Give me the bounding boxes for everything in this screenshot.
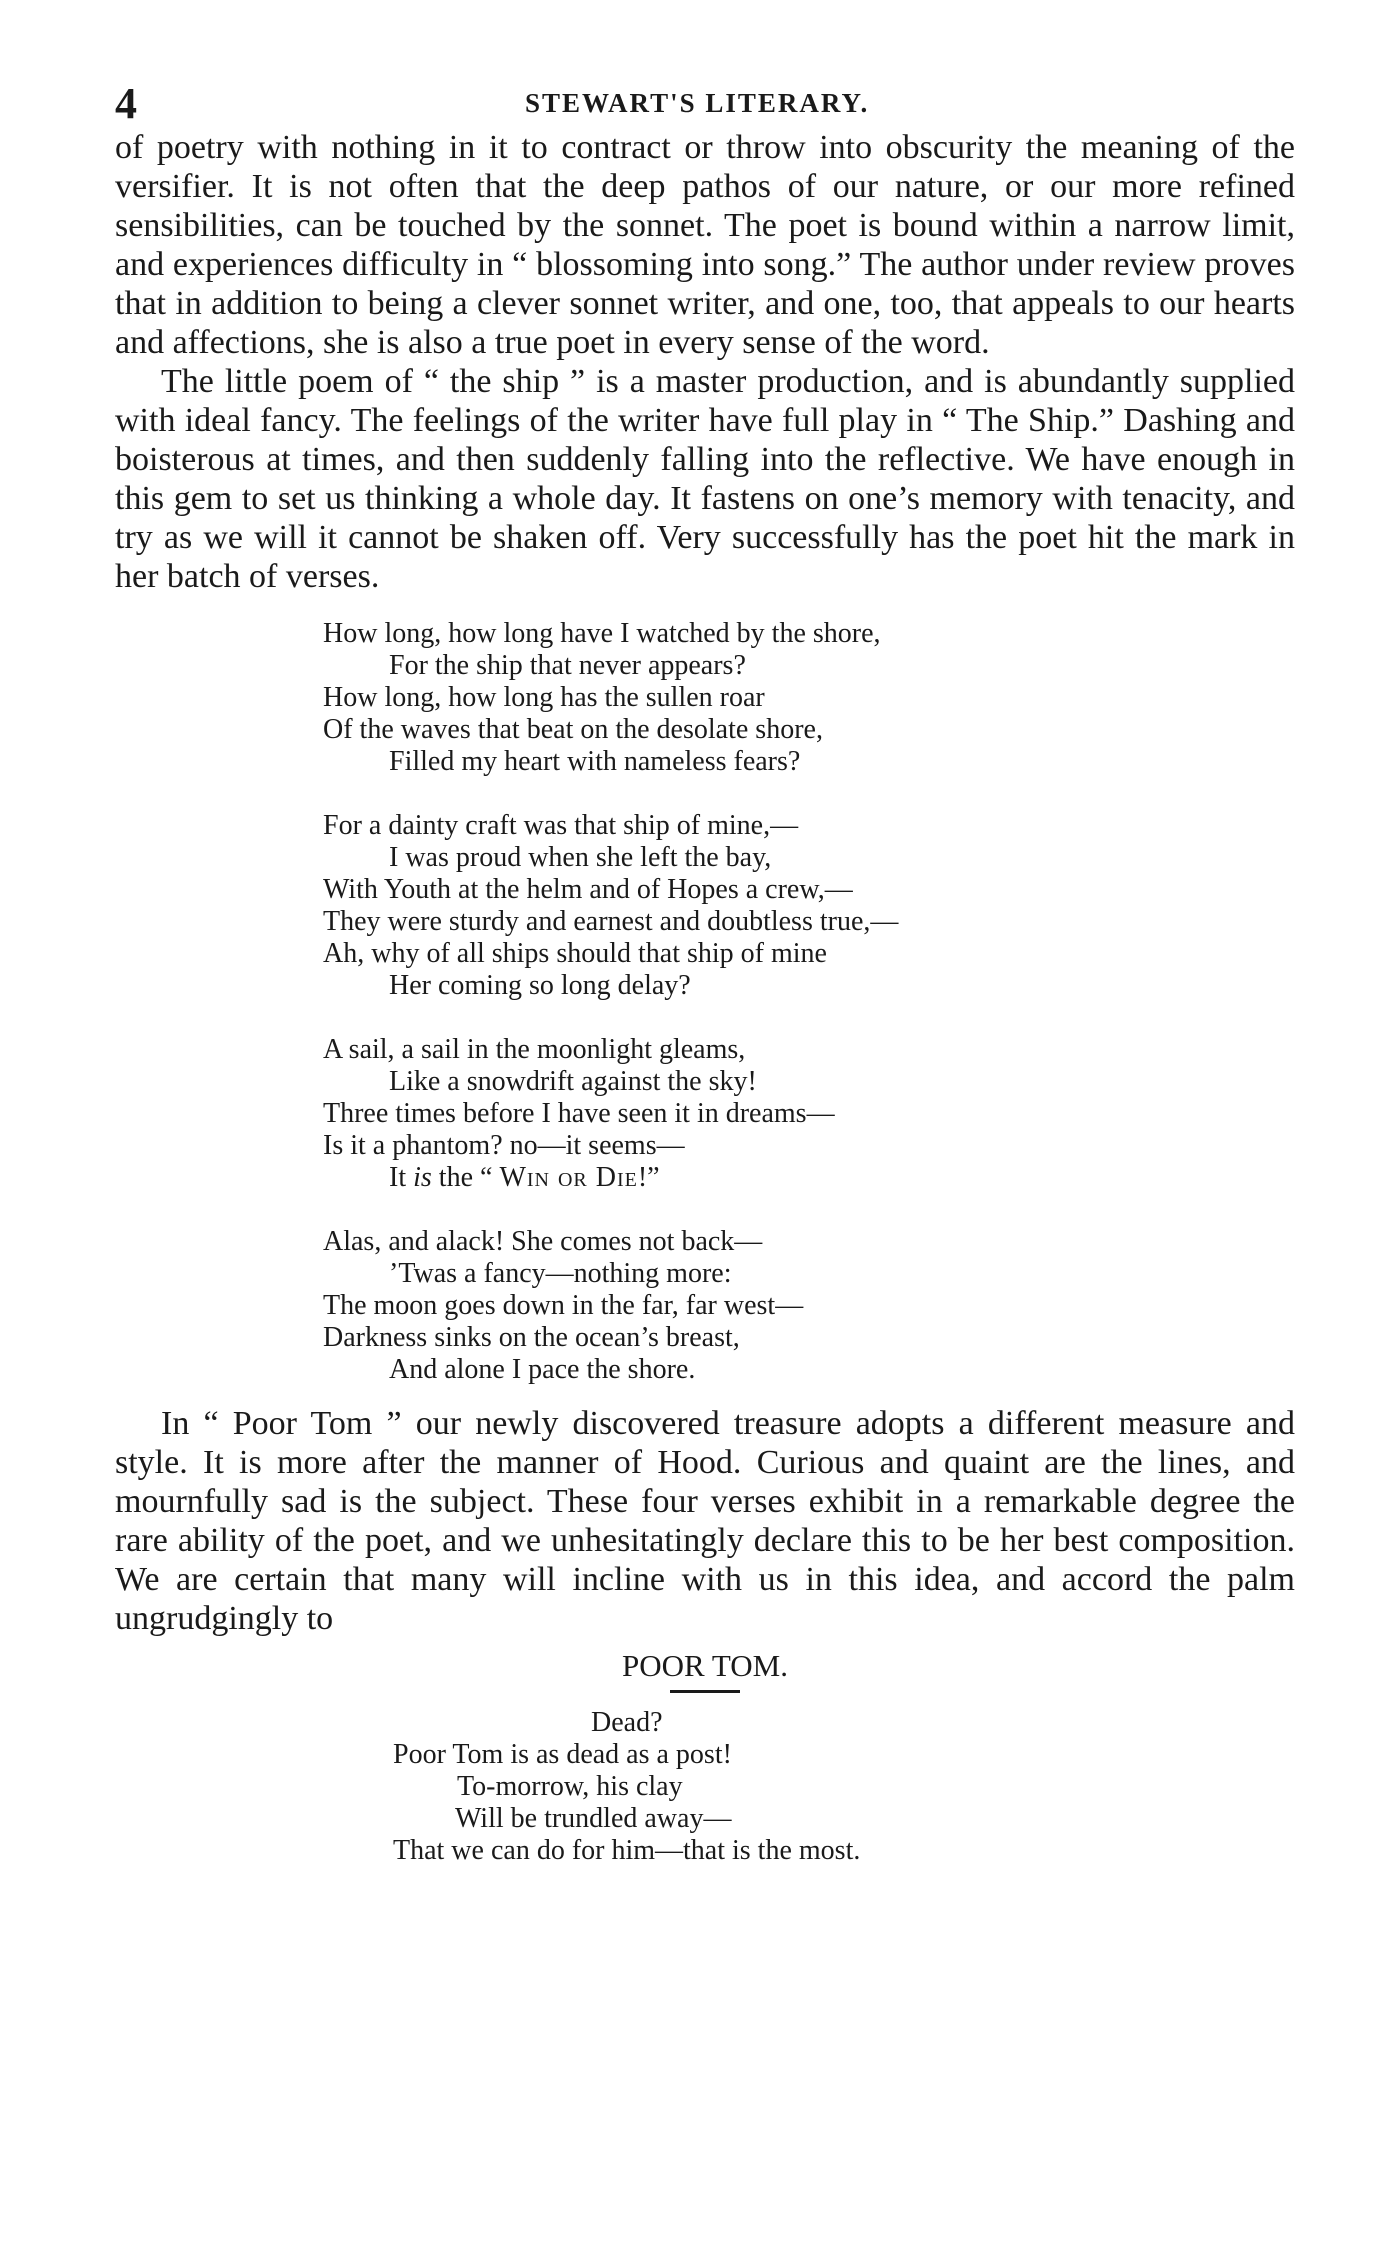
page: [115, 78, 1295, 1867]
poem-poor-tom: [393, 1707, 1295, 1867]
poem-line: Of the waves that beat on the desolate shore,: [323, 714, 823, 745]
poem-line: Ah, why of all ships should that ship of mine: [323, 938, 827, 969]
stanza-2: [323, 810, 1295, 1002]
poem-line: I was proud when she left the bay,: [389, 842, 772, 873]
poem-line: Is it a phantom? no—it seems—: [323, 1130, 685, 1161]
poem-line: Like a snowdrift against the sky!: [389, 1066, 757, 1097]
text-fragment: !”: [637, 1162, 660, 1193]
paragraph-3: In “ Poor Tom ” our newly discovered treasure adopts a different measure and style. It is more after the manner of Hood. Curious and quaint are the lines, and mournfully sad is the subject. These four verses exhibit in a remarkable degree the rare ability of the poet, and we unhesitatingly declare this to be her best composition. We are certain that many will incline with us in this idea, and accord the palm ungrudgingly to: [115, 1405, 1295, 1637]
paragraph-2: The little poem of “ the ship ” is a master production, and is abundantly supplied with ideal fancy. The feelings of the writer have full play in “ The Ship.” Dashing and boisterous at times, and then suddenly falling into the reflective. We have enough in this gem to set us thinking a whole day. It fastens on one’s memory with tenacity, and try as we will it cannot be shaken off. Very successfully has the poet hit the mark in her batch of verses.: [115, 363, 1295, 595]
poem-line: They were sturdy and earnest and doubtless true,—: [323, 906, 899, 937]
poem-line: That we can do for him—that is the most.: [393, 1835, 861, 1866]
emphasis: is: [413, 1162, 432, 1193]
running-head: STEWART'S LITERARY.: [525, 88, 870, 118]
page-header: [115, 78, 1295, 128]
poem-line: ’Twas a fancy—nothing more:: [389, 1258, 732, 1289]
stanza-1: [323, 618, 1295, 778]
poem-title: POOR TOM.: [622, 1648, 788, 1683]
poem-line: A sail, a sail in the moonlight gleams,: [323, 1034, 746, 1065]
poem-line: Three times before I have seen it in dreams—: [323, 1098, 835, 1129]
poem-line: To-morrow, his clay: [457, 1771, 683, 1802]
small-caps-phrase: Win or Die: [499, 1162, 638, 1193]
stanza-4: [323, 1226, 1295, 1386]
poem-line: With Youth at the helm and of Hopes a crew,—: [323, 874, 853, 905]
text-fragment: It: [389, 1162, 414, 1193]
poem-line: Darkness sinks on the ocean’s breast,: [323, 1322, 740, 1353]
page-number: 4: [115, 79, 137, 128]
poem-line: [323, 1162, 1295, 1194]
title-rule: [670, 1690, 740, 1693]
poem-line: Dead?: [591, 1707, 663, 1738]
poem-line: For the ship that never appears?: [389, 650, 746, 681]
poem-line: Filled my heart with nameless fears?: [389, 746, 801, 777]
poem-line: Her coming so long delay?: [389, 970, 691, 1001]
text-fragment: the “: [431, 1162, 500, 1193]
poem-line: Alas, and alack! She comes not back—: [323, 1226, 763, 1257]
poem-line: Poor Tom is as dead as a post!: [393, 1739, 732, 1770]
poem-line: How long, how long has the sullen roar: [323, 682, 765, 713]
poem-line: Will be trundled away—: [455, 1803, 732, 1834]
poem-line: The moon goes down in the far, far west—: [323, 1290, 804, 1321]
stanza-3: [323, 1034, 1295, 1194]
poem-line: For a dainty craft was that ship of mine,—: [323, 810, 799, 841]
poem-line: How long, how long have I watched by the shore,: [323, 618, 881, 649]
poem-line: And alone I pace the shore.: [389, 1354, 696, 1385]
paragraph-1: of poetry with nothing in it to contract or throw into obscurity the meaning of the versifier. It is not often that the deep pathos of our nature, or our more refined sensibilities, can be touched by the sonnet. The poet is bound within a narrow limit, and experiences difficulty in “ blossoming into song.” The author under review proves that in addition to being a clever sonnet writer, and one, too, that appeals to our hearts and affections, she is also a true poet in every sense of the word.: [115, 129, 1295, 361]
poem-the-ship: [323, 618, 1295, 1386]
